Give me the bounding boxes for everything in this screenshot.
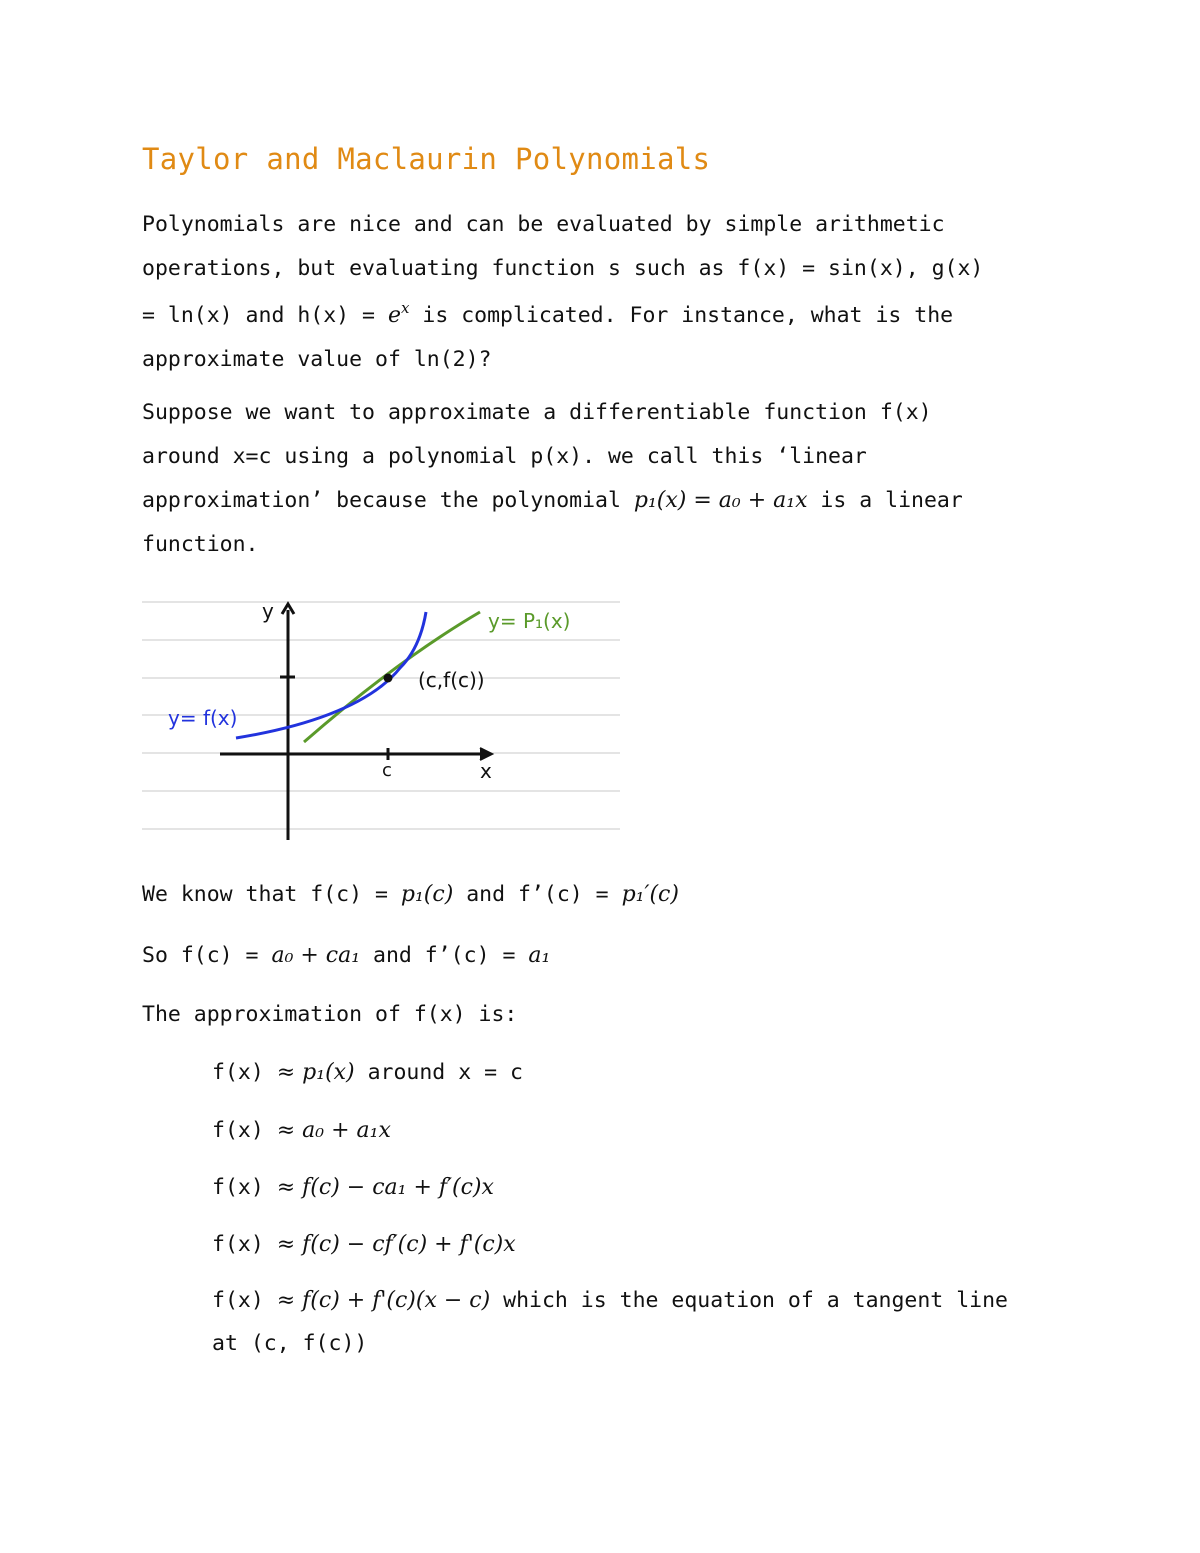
- step-math: ≈ f(c) + f'(c)(x − c): [276, 1288, 491, 1313]
- intro-line-4: approximate value of ln(2)?: [142, 347, 492, 372]
- x-axis-label: x: [480, 759, 492, 783]
- step-math: ≈ f(c) − ca₁ + f′(c)x: [276, 1175, 494, 1200]
- step-2: [212, 1118, 391, 1143]
- step-5: [212, 1288, 1008, 1313]
- linear-line-3: [142, 479, 1062, 523]
- know-text-a: We know that f(c) =: [142, 882, 401, 907]
- linear-paragraph: [142, 391, 1062, 567]
- so-math-2: a₁: [528, 943, 551, 968]
- intro-line-3-text-a: = ln(x) and h(x) =: [142, 303, 388, 328]
- page-title: Taylor and Maclaurin Polynomials: [142, 142, 711, 176]
- step-rhs: which is the equation of a tangent line: [490, 1288, 1008, 1313]
- so-math-1: a₀ + ca₁: [271, 943, 361, 968]
- step-lhs: f(x): [212, 1288, 277, 1313]
- intro-paragraph: [142, 203, 1062, 379]
- step-math: ≈ a₀ + a₁x: [276, 1118, 391, 1143]
- know-math-1: p₁(c): [400, 882, 454, 907]
- linear-line-3-text-a: approximation’ because the polynomial: [142, 488, 634, 513]
- curve-label: y= f(x): [168, 706, 238, 730]
- so-line: [142, 943, 550, 968]
- c-label: c: [382, 760, 392, 781]
- exp-math: [387, 299, 410, 328]
- know-text-b: and f’(c) =: [453, 882, 622, 907]
- tangent-line-figure: [138, 590, 628, 850]
- step-math: ≈ p₁(x): [276, 1060, 355, 1085]
- intro-line-3: [142, 294, 1062, 338]
- so-text-a: So f(c) =: [142, 943, 272, 968]
- approx-intro: The approximation of f(x) is:: [142, 1002, 518, 1027]
- step-4: [212, 1232, 516, 1257]
- step-math: ≈ f(c) − cf′(c) + f'(c)x: [276, 1232, 516, 1257]
- know-line: [142, 882, 679, 907]
- line-label: y= P₁(x): [488, 609, 571, 633]
- intro-line-1: Polynomials are nice and can be evaluated by simple arithmetic: [142, 212, 945, 237]
- step-lhs: f(x): [212, 1118, 277, 1143]
- linear-poly-math: p₁(x) = a₀ + a₁x: [633, 488, 808, 513]
- intro-line-3-text-b: is complicated. For instance, what is the: [409, 303, 954, 328]
- step-lhs: f(x): [212, 1060, 277, 1085]
- step-1: [212, 1060, 523, 1085]
- point-label: (c,f(c)): [418, 668, 485, 692]
- exp-base: e: [387, 303, 401, 328]
- step-3: [212, 1175, 494, 1200]
- intro-line-2: operations, but evaluating function s such as f(x) = sin(x), g(x): [142, 256, 984, 281]
- so-text-b: and f’(c) =: [360, 943, 529, 968]
- step-lhs: f(x): [212, 1175, 277, 1200]
- linear-line-3-text-b: is a linear: [807, 488, 963, 513]
- linear-line-2: around x=c using a polynomial p(x). we call this ‘linear: [142, 444, 867, 469]
- exp-sup: x: [400, 299, 410, 317]
- tangent-conclusion: at (c, f(c)): [212, 1331, 368, 1356]
- tangency-point: [384, 674, 393, 683]
- step-rhs: around x = c: [354, 1060, 523, 1085]
- linear-line-4: function.: [142, 532, 259, 557]
- step-lhs: f(x): [212, 1232, 277, 1257]
- linear-line-1: Suppose we want to approximate a differentiable function f(x): [142, 400, 932, 425]
- know-math-2: p₁′(c): [621, 882, 679, 907]
- y-axis-label: y: [262, 599, 274, 623]
